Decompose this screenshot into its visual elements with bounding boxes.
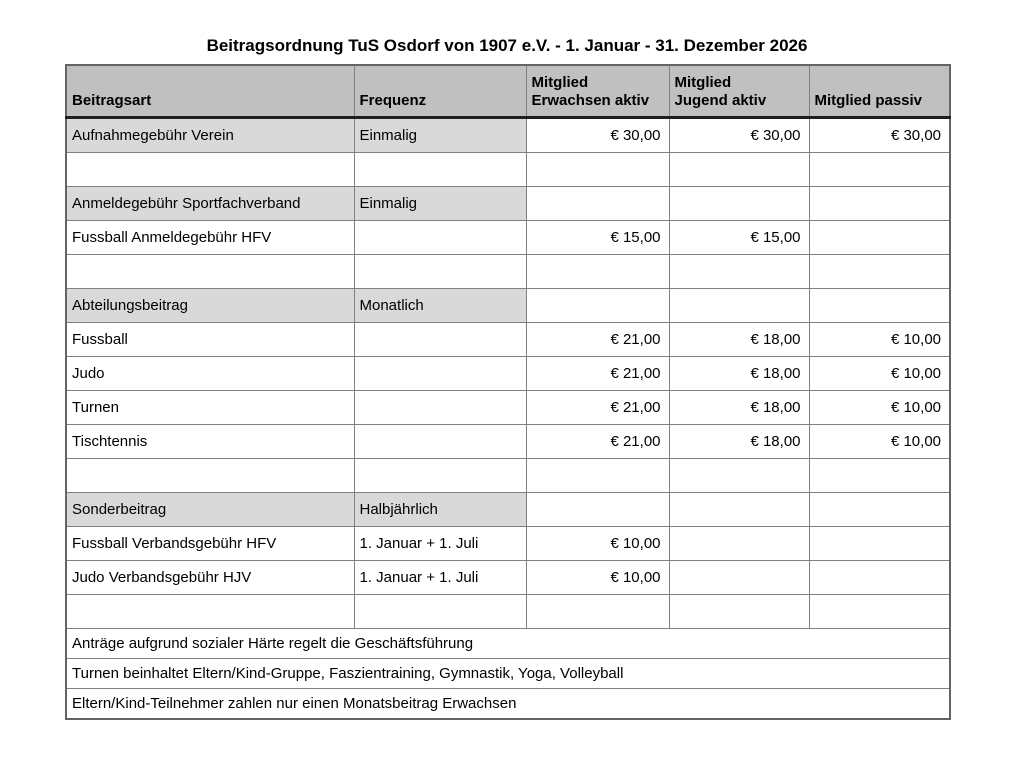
amount-cell: € 30,00 — [526, 118, 669, 153]
amount-cell: € 21,00 — [526, 391, 669, 425]
amount-cell — [526, 187, 669, 221]
beitragsart-cell: Tischtennis — [66, 425, 354, 459]
frequenz-cell — [354, 255, 526, 289]
amount-cell — [669, 527, 809, 561]
beitragsart-cell — [66, 459, 354, 493]
amount-cell — [526, 289, 669, 323]
amount-cell — [526, 255, 669, 289]
beitragsart-cell: Anmeldegebühr Sportfachverband — [66, 187, 354, 221]
table-row — [66, 595, 950, 629]
amount-cell: € 21,00 — [526, 357, 669, 391]
table-footnotes — [66, 629, 950, 720]
amount-cell: € 10,00 — [526, 561, 669, 595]
beitragsart-cell: Turnen — [66, 391, 354, 425]
frequenz-cell: 1. Januar + 1. Juli — [354, 561, 526, 595]
amount-cell: € 18,00 — [669, 391, 809, 425]
beitragsart-cell: Fussball Verbandsgebühr HFV — [66, 527, 354, 561]
document-content — [65, 35, 949, 720]
table-row — [66, 221, 950, 255]
table-row — [66, 527, 950, 561]
amount-cell: € 15,00 — [526, 221, 669, 255]
column-header-mitglied-passiv — [809, 65, 950, 118]
amount-cell: € 18,00 — [669, 425, 809, 459]
frequenz-cell: Monatlich — [354, 289, 526, 323]
frequenz-cell: Einmalig — [354, 187, 526, 221]
frequenz-cell: Einmalig — [354, 118, 526, 153]
amount-cell: € 10,00 — [526, 527, 669, 561]
column-header-line: Mitglied — [674, 74, 732, 91]
column-header-frequenz — [354, 65, 526, 118]
footnote-row — [66, 689, 950, 720]
frequenz-cell — [354, 459, 526, 493]
table-row — [66, 255, 950, 289]
amount-cell: € 30,00 — [809, 118, 950, 153]
column-header-line: Erwachsen aktiv — [531, 92, 650, 109]
beitragsart-cell: Fussball — [66, 323, 354, 357]
amount-cell — [669, 459, 809, 493]
beitragsart-cell — [66, 153, 354, 187]
column-header-mitglied-erwachsen-aktiv — [526, 65, 669, 118]
amount-cell — [526, 459, 669, 493]
frequenz-cell — [354, 357, 526, 391]
amount-cell: € 21,00 — [526, 425, 669, 459]
amount-cell — [669, 153, 809, 187]
footnote-row — [66, 659, 950, 689]
beitragsart-cell — [66, 595, 354, 629]
frequenz-cell — [354, 595, 526, 629]
amount-cell — [809, 493, 950, 527]
beitragsart-cell: Aufnahmegebühr Verein — [66, 118, 354, 153]
table-row — [66, 187, 950, 221]
amount-cell: € 18,00 — [669, 323, 809, 357]
column-header-line: Mitglied passiv — [814, 92, 923, 109]
table-row — [66, 289, 950, 323]
header-row — [66, 65, 950, 118]
amount-cell — [809, 187, 950, 221]
beitragsart-cell — [66, 255, 354, 289]
amount-cell: € 18,00 — [669, 357, 809, 391]
fees-table — [65, 64, 951, 720]
amount-cell — [669, 187, 809, 221]
amount-cell: € 21,00 — [526, 323, 669, 357]
amount-cell — [809, 595, 950, 629]
amount-cell — [526, 595, 669, 629]
frequenz-cell — [354, 391, 526, 425]
frequenz-cell — [354, 153, 526, 187]
table-row — [66, 425, 950, 459]
column-header-line: Mitglied — [531, 74, 589, 91]
amount-cell — [809, 289, 950, 323]
amount-cell — [809, 221, 950, 255]
table-header — [66, 65, 950, 118]
beitragsart-cell: Sonderbeitrag — [66, 493, 354, 527]
column-header-beitragsart — [66, 65, 354, 118]
footnote-row — [66, 629, 950, 659]
column-header-line: Jugend aktiv — [674, 92, 767, 109]
amount-cell — [526, 493, 669, 527]
table-row — [66, 493, 950, 527]
frequenz-cell: Halbjährlich — [354, 493, 526, 527]
frequenz-cell — [354, 221, 526, 255]
table-body — [66, 118, 950, 629]
frequenz-cell: 1. Januar + 1. Juli — [354, 527, 526, 561]
beitragsart-cell: Judo Verbandsgebühr HJV — [66, 561, 354, 595]
amount-cell — [526, 153, 669, 187]
beitragsart-cell: Fussball Anmeldegebühr HFV — [66, 221, 354, 255]
footnote-cell: Turnen beinhaltet Eltern/Kind-Gruppe, Faszientraining, Gymnastik, Yoga, Volleyball — [66, 659, 950, 689]
table-row — [66, 118, 950, 153]
amount-cell — [809, 459, 950, 493]
footnote-cell: Eltern/Kind-Teilnehmer zahlen nur einen Monatsbeitrag Erwachsen — [66, 689, 950, 720]
amount-cell — [669, 493, 809, 527]
table-row — [66, 561, 950, 595]
amount-cell — [809, 561, 950, 595]
amount-cell — [669, 561, 809, 595]
amount-cell: € 30,00 — [669, 118, 809, 153]
amount-cell — [809, 255, 950, 289]
footnote-cell: Anträge aufgrund sozialer Härte regelt die Geschäftsführung — [66, 629, 950, 659]
table-row — [66, 391, 950, 425]
amount-cell — [809, 527, 950, 561]
table-row — [66, 323, 950, 357]
table-row — [66, 153, 950, 187]
amount-cell — [669, 255, 809, 289]
amount-cell — [669, 289, 809, 323]
amount-cell: € 10,00 — [809, 323, 950, 357]
frequenz-cell — [354, 425, 526, 459]
amount-cell: € 10,00 — [809, 425, 950, 459]
beitragsart-cell: Judo — [66, 357, 354, 391]
column-header-mitglied-jugend-aktiv — [669, 65, 809, 118]
amount-cell — [669, 595, 809, 629]
amount-cell: € 10,00 — [809, 391, 950, 425]
page-title: Beitragsordnung TuS Osdorf von 1907 e.V. - 1. Januar - 31. Dezember 2026 — [206, 36, 808, 55]
amount-cell — [809, 153, 950, 187]
column-header-line: Beitragsart — [72, 92, 152, 109]
beitragsart-cell: Abteilungsbeitrag — [66, 289, 354, 323]
amount-cell: € 15,00 — [669, 221, 809, 255]
table-row — [66, 357, 950, 391]
table-row — [66, 459, 950, 493]
amount-cell: € 10,00 — [809, 357, 950, 391]
frequenz-cell — [354, 323, 526, 357]
column-header-line: Frequenz — [359, 92, 427, 109]
